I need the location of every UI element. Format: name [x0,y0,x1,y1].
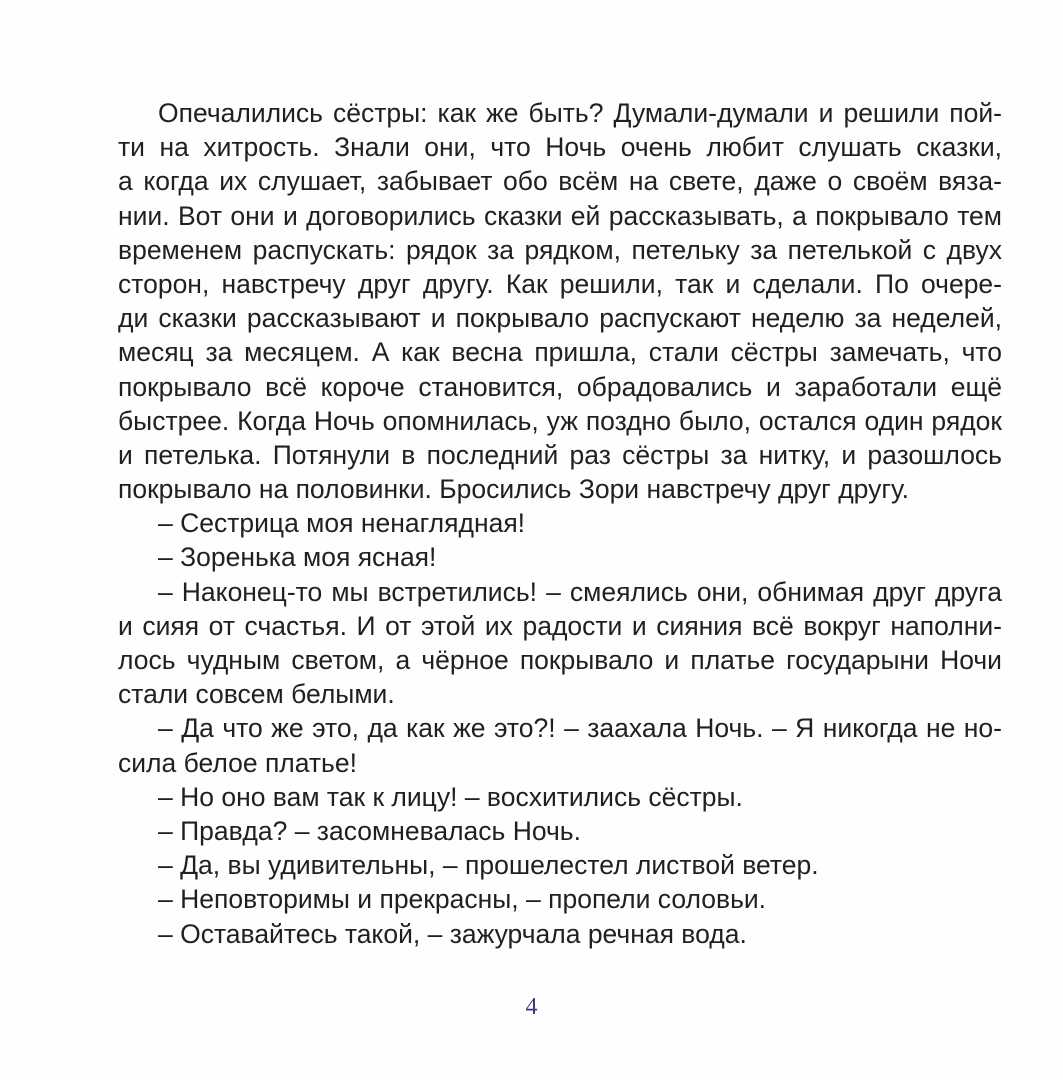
text-line: а когда их слушает, забывает обо всём на свете, даже о своём вяза- [118,166,1002,197]
text-line: нии. Вот они и договорились сказки ей рассказывать, а покрывало тем [118,200,1002,231]
dialogue-line: – Правда? – засомневалась Ночь. [158,815,581,846]
body-text [118,96,1002,951]
dialogue-line: – Сестрица моя ненаглядная! [158,508,526,539]
text-line: временем распускать: рядок за рядком, петельку за петелькой с двух [118,234,1002,265]
text-line: покрывало всё короче становится, обрадовались и заработали ещё [118,371,1002,402]
text-line: ти на хитрость. Знали они, что Ночь очень любит слушать сказки, [118,132,1002,163]
text-line: и сияя от счастья. И от этой их радости и сияния всё вокруг наполни- [118,610,1002,641]
text-line: стали совсем белыми. [118,679,395,710]
text-line: сила белое платье! [118,747,357,778]
page-number: 4 [525,994,538,1020]
dialogue-line: – Но оно вам так к лицу! – восхитились сёстры. [158,781,743,812]
text-line: и петелька. Потянули в последний раз сёстры за нитку, и разошлось [118,439,1002,470]
text-line: ди сказки рассказывают и покрывало распускают неделю за неделей, [118,303,1002,334]
dialogue-line: – Оставайтесь такой, – зажурчала речная вода. [158,918,747,949]
dialogue-line: – Неповторимы и прекрасны, – пропели соловьи. [158,884,767,915]
text-line: покрывало на половинки. Бросились Зори навстречу друг другу. [118,474,909,505]
dialogue-line: – Зоренька моя ясная! [158,542,437,573]
dialogue-line: – Наконец-то мы встретились! – смеялись они, обнимая друг друга [158,576,1002,607]
text-line: сторон, навстречу друг другу. Как решили, так и сделали. По очере- [118,268,1002,299]
text-line: лось чудным светом, а чёрное покрывало и платье государыни Ночи [118,645,1002,675]
text-line: месяц за месяцем. А как весна пришла, стали сёстры замечать, что [118,337,1002,368]
dialogue-line: – Да, вы удивительны, – прошелестел листвой ветер. [158,850,819,881]
text-line: Опечалились сёстры: как же быть? Думали-думали и решили пой- [158,98,1002,128]
text-line: быстрее. Когда Ночь опомнилась, уж поздно было, остался один рядок [118,405,1002,436]
dialogue-line: – Да что же это, да как же это?! – заахала Ночь. – Я никогда не но- [158,713,1002,744]
